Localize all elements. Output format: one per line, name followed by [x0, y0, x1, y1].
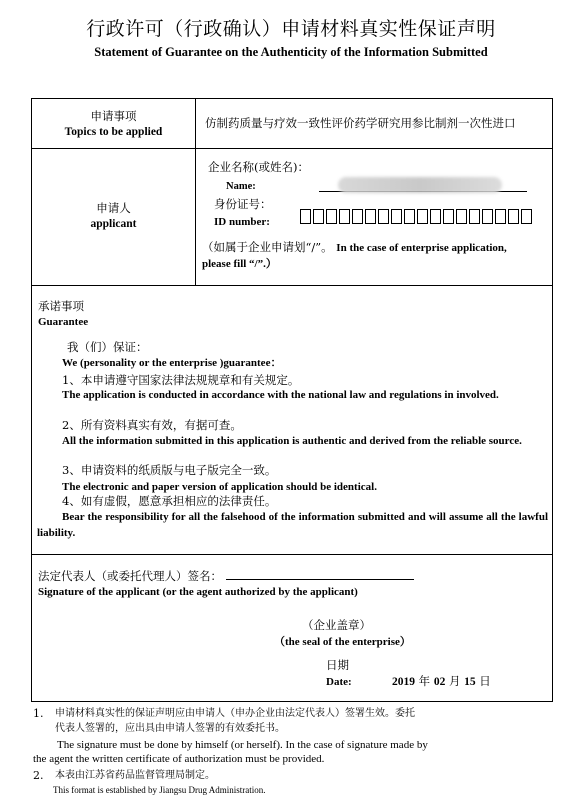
name-label-en: Name:	[226, 181, 256, 192]
guarantee-label-en: Guarantee	[38, 316, 89, 328]
applicant-note-line2: please fill “/”.）	[202, 258, 277, 270]
applicant-label-cn: 申请人	[96, 201, 131, 215]
id-digit-box[interactable]	[365, 209, 376, 224]
id-digit-box[interactable]	[456, 209, 467, 224]
footnote-2-number: 2.	[33, 769, 44, 782]
applicant-note-cn: （如属于企业申请划“/”。	[202, 240, 333, 254]
id-digit-box[interactable]	[300, 209, 311, 224]
guarantee-item-cn: 2、所有资料真实有效，有据可查。	[62, 418, 242, 432]
id-digit-box[interactable]	[469, 209, 480, 224]
seal-label-cn: （企业盖章）	[302, 618, 371, 632]
statement-form	[31, 98, 553, 702]
id-digit-box[interactable]	[339, 209, 350, 224]
footnote-1-cn-line1: 申请材料真实性的保证声明应由申请人（申办企业由法定代表人）签署生效。委托	[55, 708, 415, 719]
applicant-label-en: applicant	[90, 218, 137, 230]
footnote-1-en-line1: The signature must be done by himself (or herself). In the case of signature made by	[57, 739, 428, 751]
id-digit-box[interactable]	[326, 209, 337, 224]
guarantee-item-en: The electronic and paper version of application should be identical.	[62, 481, 377, 493]
date-value	[392, 674, 491, 690]
date-label-en: Date:	[326, 676, 352, 688]
signature-label-en: Signature of the applicant (or the agent authorized by the applicant)	[38, 586, 358, 598]
document-title-en: Statement of Guarantee on the Authenticity of the Information Submitted	[94, 45, 488, 59]
id-digit-box[interactable]	[443, 209, 454, 224]
row-divider	[32, 554, 552, 555]
id-digit-box[interactable]	[313, 209, 324, 224]
id-digit-box[interactable]	[417, 209, 428, 224]
applicant-note-line1	[202, 240, 507, 256]
footnote-1-cn-line2: 代表人签署的，应出具由申请人签署的有效委托书。	[55, 723, 285, 734]
footnote-2-cn: 本表由江苏省药品监督管理局制定。	[55, 770, 215, 781]
id-digit-box[interactable]	[430, 209, 441, 224]
topics-value: 仿制药质量与疗效一致性评价药学研究用参比制剂一次性进口	[205, 116, 516, 130]
topics-label-cn: 申请事项	[90, 109, 137, 123]
redacted-name	[338, 177, 502, 193]
id-digit-box[interactable]	[521, 209, 532, 224]
date-month: 02	[433, 676, 446, 688]
id-label-cn: 身份证号：	[214, 197, 272, 211]
footnote-1-en-line2: the agent the written certificate of authorization must be provided.	[33, 753, 325, 765]
id-label-en: ID number:	[214, 216, 270, 228]
date-label-cn: 日期	[326, 658, 349, 672]
date-day-unit: 日	[479, 674, 491, 688]
footnote-2-en: This format is established by Jiangsu Drug Administration.	[53, 785, 266, 795]
row-divider	[32, 148, 552, 149]
topics-label	[32, 108, 195, 140]
guarantee-item-en: All the information submitted in this application is authentic and derived from the reliable source.	[62, 435, 522, 447]
applicant-label	[32, 200, 195, 232]
date-day: 15	[464, 676, 476, 688]
guarantee-label-cn: 承诺事项	[38, 299, 84, 313]
guarantee-item-en: The application is conducted in accordance with the national law and regulations in involved.	[62, 389, 499, 401]
name-label-cn: 企业名称(或姓名)：	[208, 160, 309, 174]
topics-label-en: Topics to be applied	[64, 126, 163, 138]
id-digit-box[interactable]	[404, 209, 415, 224]
signature-line	[38, 569, 414, 584]
applicant-note-en: In the case of enterprise application,	[336, 242, 507, 254]
date-year: 2019	[392, 676, 415, 688]
signature-label-cn: 法定代表人（或委托代理人）签名：	[38, 569, 222, 583]
guarantee-item-cn: 4、如有虚假，愿意承担相应的法律责任。	[62, 494, 277, 508]
id-digit-box[interactable]	[495, 209, 506, 224]
signature-field[interactable]	[226, 569, 414, 580]
guarantee-item-cn: 1、本申请遵守国家法律法规规章和有关规定。	[62, 373, 300, 387]
id-digit-box[interactable]	[508, 209, 519, 224]
id-digit-box[interactable]	[391, 209, 402, 224]
seal-label-en: （the seal of the enterprise）	[274, 636, 411, 648]
id-digit-box[interactable]	[352, 209, 363, 224]
date-month-unit: 月	[448, 674, 461, 688]
row-divider	[32, 285, 552, 286]
guarantee-item-cn: 3、申请资料的纸质版与电子版完全一致。	[62, 463, 277, 477]
column-divider	[195, 99, 196, 285]
guarantee-item-en: Bear the responsibility for all the falsehood of the information submitted and will assume all the lawful liability.	[37, 511, 548, 539]
guarantee-intro-cn: 我（们）保证：	[67, 340, 148, 354]
footnote-1-number: 1.	[33, 707, 44, 720]
id-number-field[interactable]	[300, 209, 534, 228]
document-title-cn: 行政许可（行政确认）申请材料真实性保证声明	[86, 18, 496, 40]
date-year-unit: 年	[418, 674, 431, 688]
id-digit-box[interactable]	[482, 209, 493, 224]
guarantee-intro-en: We (personality or the enterprise )guarantee：	[62, 357, 282, 369]
id-digit-box[interactable]	[378, 209, 389, 224]
